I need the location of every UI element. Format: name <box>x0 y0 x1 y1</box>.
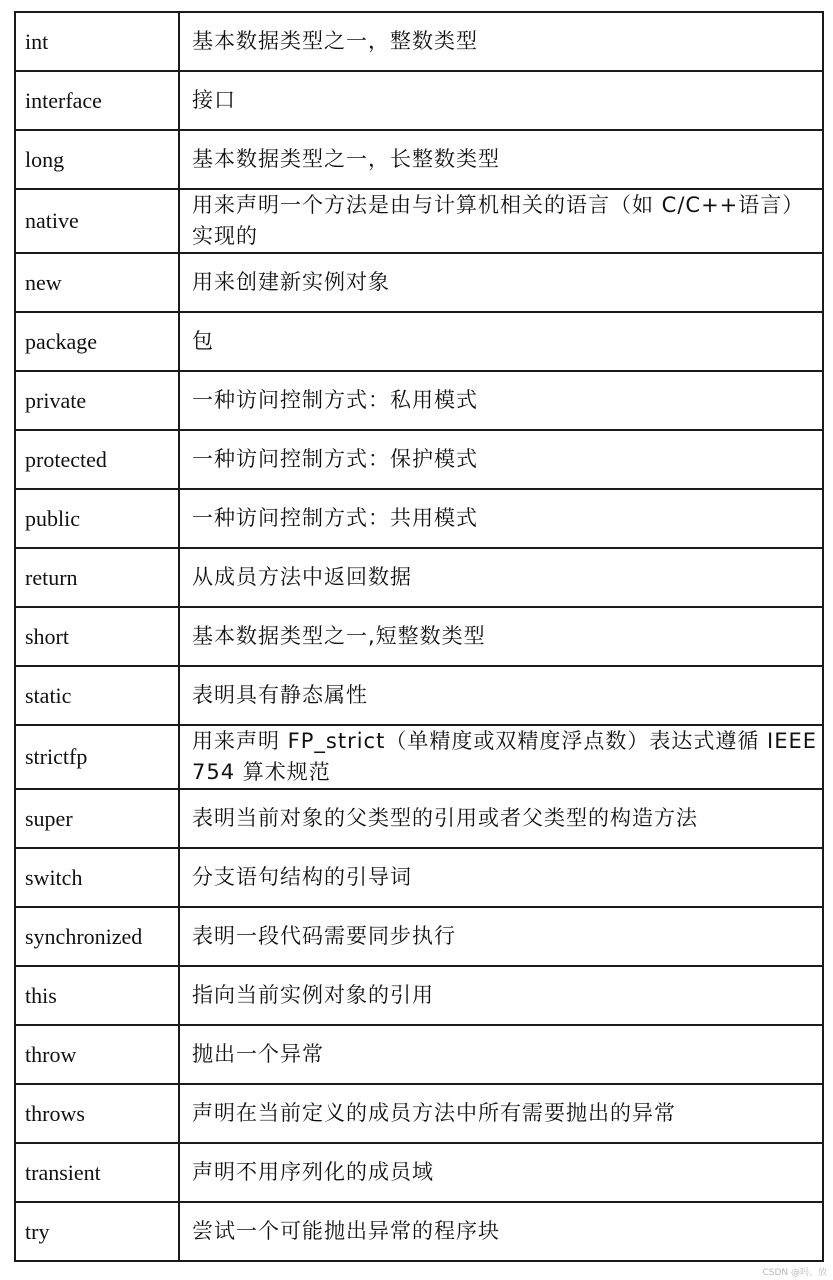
keywords-table-body <box>15 12 823 1261</box>
table-row <box>15 130 823 189</box>
keyword-cell: static <box>15 666 179 725</box>
keyword-cell: short <box>15 607 179 666</box>
table-row <box>15 666 823 725</box>
keyword-cell: private <box>15 371 179 430</box>
description-cell: 基本数据类型之一,短整数类型 <box>179 607 823 666</box>
description-cell: 表明一段代码需要同步执行 <box>179 907 823 966</box>
keyword-cell: strictfp <box>15 725 179 789</box>
table-row <box>15 607 823 666</box>
description-cell: 声明不用序列化的成员域 <box>179 1143 823 1202</box>
table-row <box>15 12 823 71</box>
description-cell: 一种访问控制方式：保护模式 <box>179 430 823 489</box>
keyword-cell: throws <box>15 1084 179 1143</box>
keyword-cell: try <box>15 1202 179 1261</box>
description-cell: 用来声明 FP_strict（单精度或双精度浮点数）表达式遵循 IEEE 754 算术规范 <box>179 725 823 789</box>
table-row <box>15 789 823 848</box>
description-cell: 指向当前实例对象的引用 <box>179 966 823 1025</box>
description-cell: 一种访问控制方式：私用模式 <box>179 371 823 430</box>
keyword-cell: return <box>15 548 179 607</box>
table-row <box>15 71 823 130</box>
description-cell: 基本数据类型之一，整数类型 <box>179 12 823 71</box>
keyword-cell: new <box>15 253 179 312</box>
description-cell: 基本数据类型之一，长整数类型 <box>179 130 823 189</box>
table-row <box>15 966 823 1025</box>
keyword-cell: protected <box>15 430 179 489</box>
keyword-cell: switch <box>15 848 179 907</box>
keyword-cell: throw <box>15 1025 179 1084</box>
description-cell: 从成员方法中返回数据 <box>179 548 823 607</box>
description-cell: 一种访问控制方式：共用模式 <box>179 489 823 548</box>
java-keywords-table <box>14 11 824 1262</box>
table-row <box>15 1025 823 1084</box>
keyword-cell: super <box>15 789 179 848</box>
description-cell: 表明当前对象的父类型的引用或者父类型的构造方法 <box>179 789 823 848</box>
description-cell: 声明在当前定义的成员方法中所有需要抛出的异常 <box>179 1084 823 1143</box>
table-row <box>15 548 823 607</box>
table-row <box>15 725 823 789</box>
keyword-cell: public <box>15 489 179 548</box>
keyword-cell: int <box>15 12 179 71</box>
table-row <box>15 371 823 430</box>
description-cell: 包 <box>179 312 823 371</box>
table-row <box>15 848 823 907</box>
description-cell: 接口 <box>179 71 823 130</box>
description-cell: 用来声明一个方法是由与计算机相关的语言（如 C/C++语言）实现的 <box>179 189 823 253</box>
keyword-cell: interface <box>15 71 179 130</box>
table-row <box>15 430 823 489</box>
keyword-cell: synchronized <box>15 907 179 966</box>
keyword-cell: this <box>15 966 179 1025</box>
watermark: CSDN @吗、放 <box>762 1268 827 1278</box>
description-cell: 用来创建新实例对象 <box>179 253 823 312</box>
table-row <box>15 1084 823 1143</box>
table-row <box>15 189 823 253</box>
table-row <box>15 1202 823 1261</box>
keyword-cell: long <box>15 130 179 189</box>
table-row <box>15 489 823 548</box>
description-cell: 表明具有静态属性 <box>179 666 823 725</box>
keyword-cell: transient <box>15 1143 179 1202</box>
keyword-cell: native <box>15 189 179 253</box>
table-row <box>15 253 823 312</box>
keyword-cell: package <box>15 312 179 371</box>
table-row <box>15 907 823 966</box>
description-cell: 抛出一个异常 <box>179 1025 823 1084</box>
table-row <box>15 1143 823 1202</box>
description-cell: 尝试一个可能抛出异常的程序块 <box>179 1202 823 1261</box>
table-row <box>15 312 823 371</box>
description-cell: 分支语句结构的引导词 <box>179 848 823 907</box>
